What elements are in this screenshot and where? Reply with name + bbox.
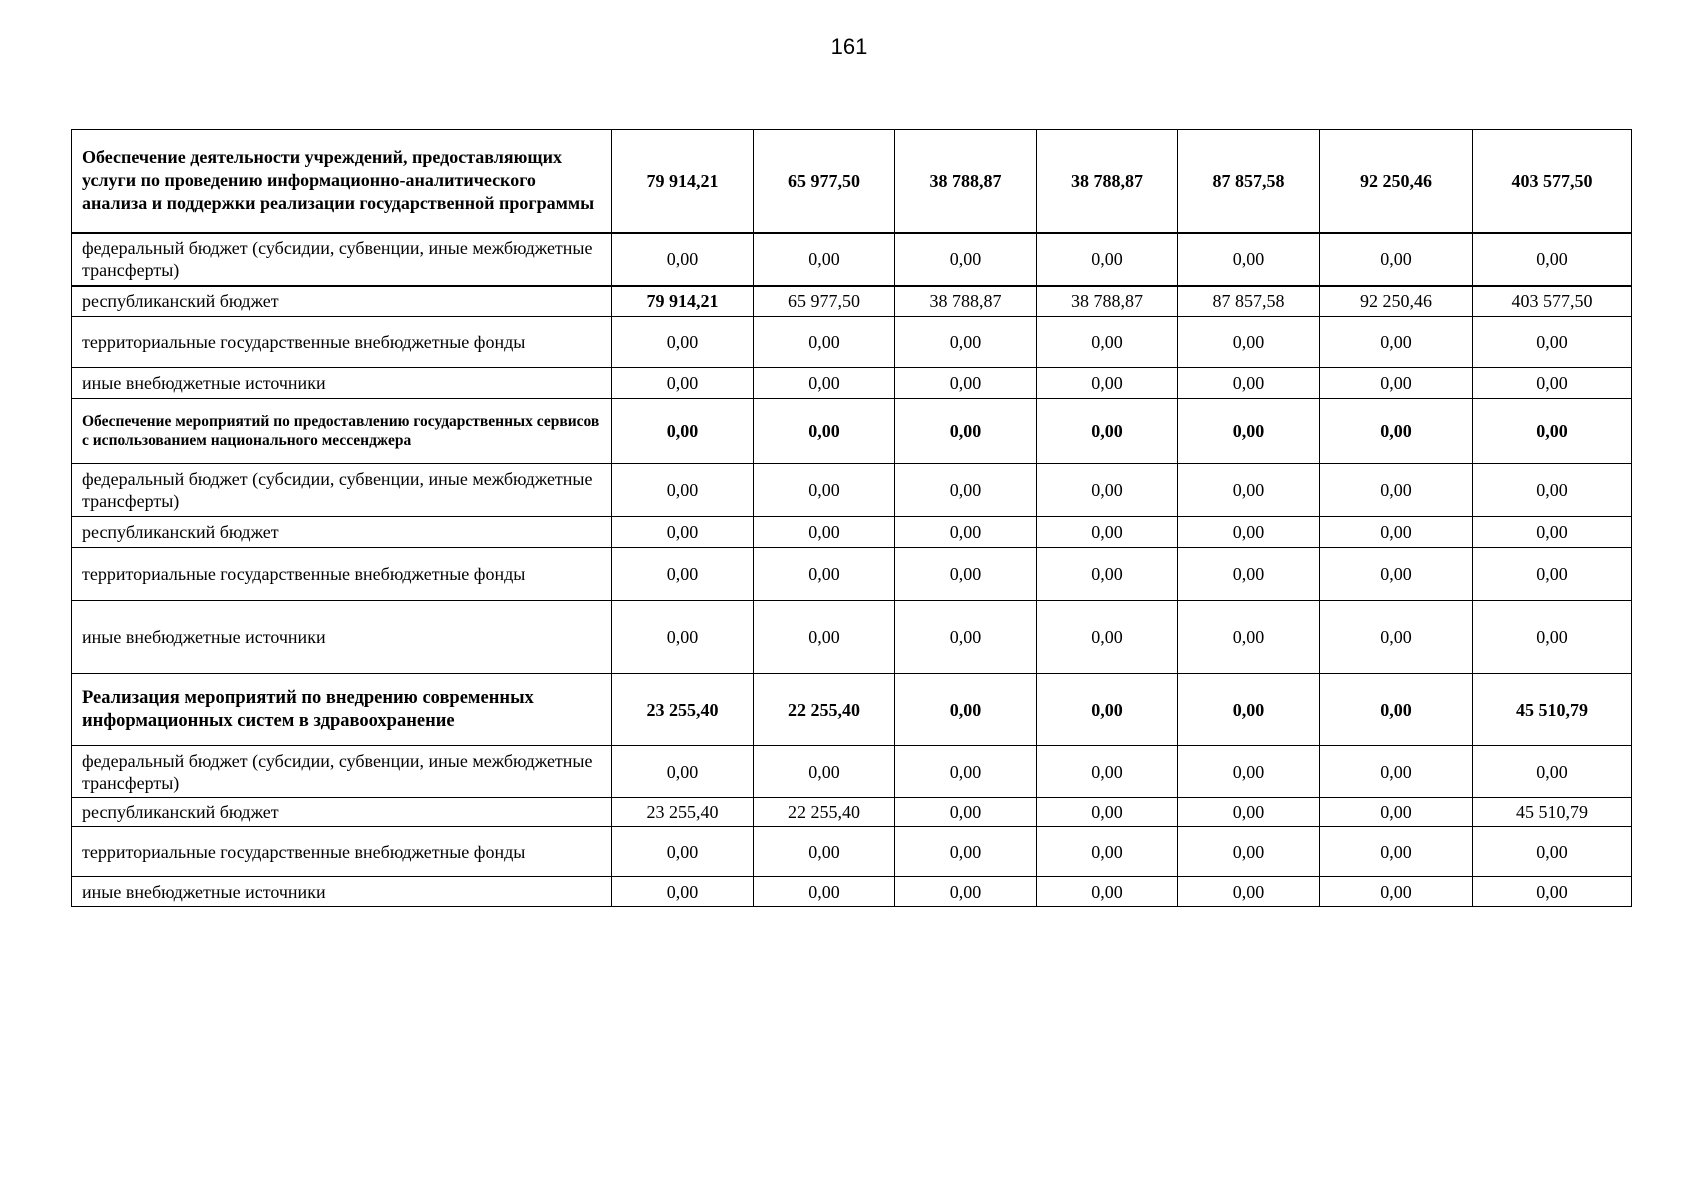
value-cell: 0,00 [1320,827,1473,877]
value-cell: 0,00 [754,464,895,517]
value-cell: 0,00 [1473,233,1632,286]
value-cell: 0,00 [612,317,754,368]
value-cell: 0,00 [612,746,754,798]
value-cell: 0,00 [1178,399,1320,464]
table-row [72,233,1632,286]
value-cell: 0,00 [895,368,1037,399]
value-cell: 0,00 [895,877,1037,907]
value-cell: 0,00 [754,548,895,601]
value-cell: 0,00 [1320,517,1473,548]
table-row [72,746,1632,798]
value-cell: 65 977,50 [754,130,895,233]
row-label: иные внебюджетные источники [72,368,612,399]
table-row [72,798,1632,827]
value-cell: 87 857,58 [1178,130,1320,233]
value-cell: 0,00 [1320,399,1473,464]
row-label: федеральный бюджет (субсидии, субвенции, иные межбюджетные трансферты) [72,464,612,517]
value-cell: 45 510,79 [1473,674,1632,746]
value-cell: 22 255,40 [754,674,895,746]
table-row [72,827,1632,877]
value-cell: 0,00 [754,317,895,368]
row-label: иные внебюджетные источники [72,601,612,674]
value-cell: 0,00 [1037,517,1178,548]
value-cell: 0,00 [1178,877,1320,907]
value-cell: 0,00 [1178,798,1320,827]
value-cell: 0,00 [1473,827,1632,877]
value-cell: 0,00 [1037,674,1178,746]
row-label: территориальные государственные внебюджетные фонды [72,317,612,368]
value-cell: 92 250,46 [1320,130,1473,233]
value-cell: 0,00 [754,399,895,464]
value-cell: 0,00 [1178,233,1320,286]
value-cell: 0,00 [754,877,895,907]
value-cell: 0,00 [895,548,1037,601]
budget-table [71,129,1632,907]
value-cell: 0,00 [1473,548,1632,601]
value-cell: 23 255,40 [612,674,754,746]
value-cell: 0,00 [1178,317,1320,368]
value-cell: 87 857,58 [1178,286,1320,317]
value-cell: 0,00 [895,399,1037,464]
value-cell: 0,00 [1473,746,1632,798]
value-cell: 92 250,46 [1320,286,1473,317]
value-cell: 23 255,40 [612,798,754,827]
row-label: территориальные государственные внебюджетные фонды [72,827,612,877]
value-cell: 0,00 [1037,877,1178,907]
value-cell: 0,00 [1320,601,1473,674]
value-cell: 0,00 [1320,317,1473,368]
row-label: иные внебюджетные источники [72,877,612,907]
value-cell: 45 510,79 [1473,798,1632,827]
value-cell: 0,00 [754,746,895,798]
value-cell: 22 255,40 [754,798,895,827]
value-cell: 0,00 [612,368,754,399]
value-cell: 0,00 [612,877,754,907]
value-cell: 0,00 [1037,399,1178,464]
value-cell: 0,00 [1473,517,1632,548]
value-cell: 0,00 [1320,548,1473,601]
section-header-row [72,130,1632,233]
row-label: Обеспечение деятельности учреждений, предоставляющих услуги по проведению информационно-аналитического анализа и поддержки реализации государственной программы [72,130,612,233]
value-cell: 0,00 [1037,548,1178,601]
table-row [72,517,1632,548]
value-cell: 0,00 [754,827,895,877]
page-number: 161 [830,34,868,59]
table-row [72,368,1632,399]
value-cell: 0,00 [895,517,1037,548]
budget-table-body [72,130,1632,907]
value-cell: 0,00 [895,317,1037,368]
row-label: территориальные государственные внебюджетные фонды [72,548,612,601]
value-cell: 0,00 [1320,464,1473,517]
value-cell: 0,00 [1037,601,1178,674]
value-cell: 0,00 [754,517,895,548]
value-cell: 0,00 [1037,368,1178,399]
value-cell: 0,00 [895,798,1037,827]
value-cell: 0,00 [1037,746,1178,798]
value-cell: 0,00 [895,233,1037,286]
value-cell: 38 788,87 [895,286,1037,317]
value-cell: 0,00 [895,827,1037,877]
section-header-row [72,674,1632,746]
table-row [72,601,1632,674]
value-cell: 0,00 [754,601,895,674]
value-cell: 0,00 [1037,798,1178,827]
value-cell: 65 977,50 [754,286,895,317]
value-cell: 0,00 [1320,798,1473,827]
value-cell: 0,00 [1037,317,1178,368]
row-label: Реализация мероприятий по внедрению современных информационных систем в здравоохранение [72,674,612,746]
value-cell: 403 577,50 [1473,286,1632,317]
value-cell: 0,00 [1473,368,1632,399]
row-label: республиканский бюджет [72,517,612,548]
table-row [72,317,1632,368]
row-label: республиканский бюджет [72,286,612,317]
value-cell: 0,00 [1178,601,1320,674]
value-cell: 0,00 [1320,877,1473,907]
row-label: федеральный бюджет (субсидии, субвенции, иные межбюджетные трансферты) [72,233,612,286]
value-cell: 0,00 [1320,233,1473,286]
value-cell: 0,00 [1320,746,1473,798]
value-cell: 0,00 [1473,464,1632,517]
value-cell: 0,00 [1473,317,1632,368]
value-cell: 0,00 [895,601,1037,674]
value-cell: 0,00 [1037,233,1178,286]
value-cell: 0,00 [1473,877,1632,907]
value-cell: 38 788,87 [895,130,1037,233]
value-cell: 0,00 [895,746,1037,798]
table-row [72,877,1632,907]
table-row [72,464,1632,517]
row-label: федеральный бюджет (субсидии, субвенции, иные межбюджетные трансферты) [72,746,612,798]
value-cell: 0,00 [1178,674,1320,746]
value-cell: 79 914,21 [612,286,754,317]
value-cell: 0,00 [612,464,754,517]
value-cell: 0,00 [1473,399,1632,464]
value-cell: 0,00 [754,233,895,286]
value-cell: 0,00 [1178,746,1320,798]
value-cell: 0,00 [1178,464,1320,517]
table-row [72,548,1632,601]
value-cell: 0,00 [895,674,1037,746]
value-cell: 38 788,87 [1037,286,1178,317]
value-cell: 0,00 [612,399,754,464]
value-cell: 0,00 [612,827,754,877]
value-cell: 0,00 [1178,517,1320,548]
value-cell: 0,00 [1037,827,1178,877]
value-cell: 0,00 [1178,548,1320,601]
value-cell: 79 914,21 [612,130,754,233]
value-cell: 0,00 [612,233,754,286]
table-row [72,286,1632,317]
value-cell: 0,00 [754,368,895,399]
value-cell: 0,00 [1178,368,1320,399]
section-header-row [72,399,1632,464]
value-cell: 0,00 [612,517,754,548]
value-cell: 0,00 [895,464,1037,517]
row-label: республиканский бюджет [72,798,612,827]
value-cell: 0,00 [1320,368,1473,399]
value-cell: 0,00 [1178,827,1320,877]
row-label: Обеспечение мероприятий по предоставлению государственных сервисов с использованием национального мессенджера [72,399,612,464]
value-cell: 0,00 [1320,674,1473,746]
value-cell: 38 788,87 [1037,130,1178,233]
value-cell: 0,00 [612,601,754,674]
value-cell: 0,00 [1037,464,1178,517]
value-cell: 0,00 [1473,601,1632,674]
value-cell: 403 577,50 [1473,130,1632,233]
value-cell: 0,00 [612,548,754,601]
